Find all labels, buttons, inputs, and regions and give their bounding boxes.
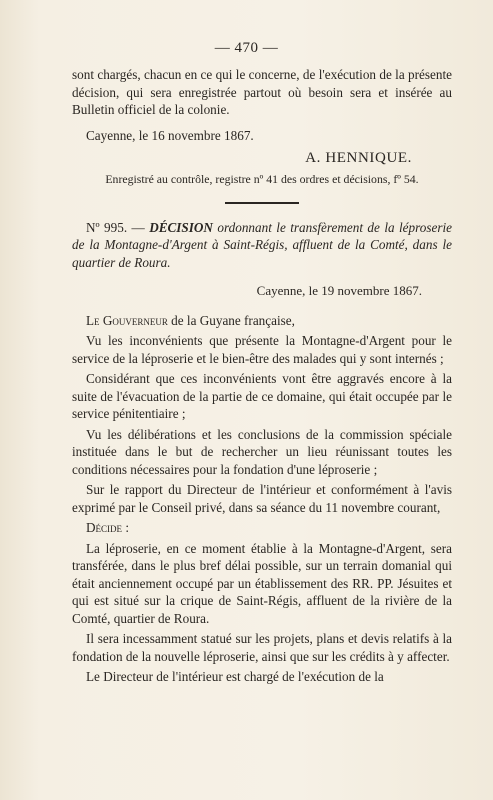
decision-number: Nº 995. —	[86, 219, 145, 235]
article-1: La léproserie, en ce moment établie à la Montagne-d'Argent, sera transférée, dans le plus bref délai possible, sur un terrain domanial qui était anciennement occupé par un établissement des RR. PP. Jésuites et qui est situé sur la crique de Saint-Régis, affluent de la rivière de la Comté, quartier de Roura.	[72, 540, 452, 626]
section-divider	[225, 202, 299, 204]
decision-title-bold: DÉCISION	[149, 219, 213, 235]
article-3: Le Directeur de l'intérieur est chargé de l'exécution de la	[86, 669, 384, 684]
decision-title-rest: ordonnant le transfèrement de la léproserie de la Montagne-d'Argent à Saint-Régis, affluent de la Comté, dans le quartier de Roura.	[72, 219, 452, 270]
decision-date: Cayenne, le 19 novembre 1867.	[256, 283, 422, 298]
gouverneur-title: Le Gouverneur	[86, 312, 168, 328]
top-paragraph: sont chargés, chacun en ce qui le concerne, de l'exécution de la présente décision, qui sera enregistrée partout où besoin sera et insérée au Bulletin officiel de la colonie.	[72, 67, 452, 117]
consideration-3: Vu les délibérations et les conclusions de la commission spéciale instituée dans le but de rechercher un lieu réunissant toutes les conditions nécessaires pour la fondation d'une léproserie ;	[72, 426, 452, 477]
top-date: Cayenne, le 16 novembre 1867.	[86, 127, 254, 143]
consideration-1: Vu les inconvénients que présente la Montagne-d'Argent pour le service de la léproserie et le bien-être des malades qui y sont internés ;	[72, 333, 452, 366]
gouverneur-rest: de la Guyane française,	[171, 312, 295, 328]
article-2: Il sera incessamment statué sur les projets, plans et devis relatifs à la fondation de la nouvelle léproserie, ainsi que sur les crédits à y affecter.	[72, 631, 452, 664]
registration-line: Enregistré au contrôle, registre nº 41 des ordres et décisions, fº 54.	[105, 171, 419, 186]
consideration-4: Sur le rapport du Directeur de l'intérieur et conformément à l'avis exprimé par le Conseil privé, dans sa séance du 11 novembre courant,	[72, 482, 452, 515]
text-body	[72, 66, 452, 686]
consideration-2: Considérant que ces inconvénients vont être aggravés encore à la suite de l'évacuation de la partie de ce domaine, qui était occupée par le service pénitentiaire ;	[72, 371, 452, 421]
decision-title	[72, 219, 452, 272]
decide-heading: Décide :	[86, 520, 129, 535]
page-number: — 470 —	[214, 40, 279, 56]
gouverneur-line	[72, 312, 452, 330]
top-signature: A. HENNIQUE.	[305, 150, 412, 166]
